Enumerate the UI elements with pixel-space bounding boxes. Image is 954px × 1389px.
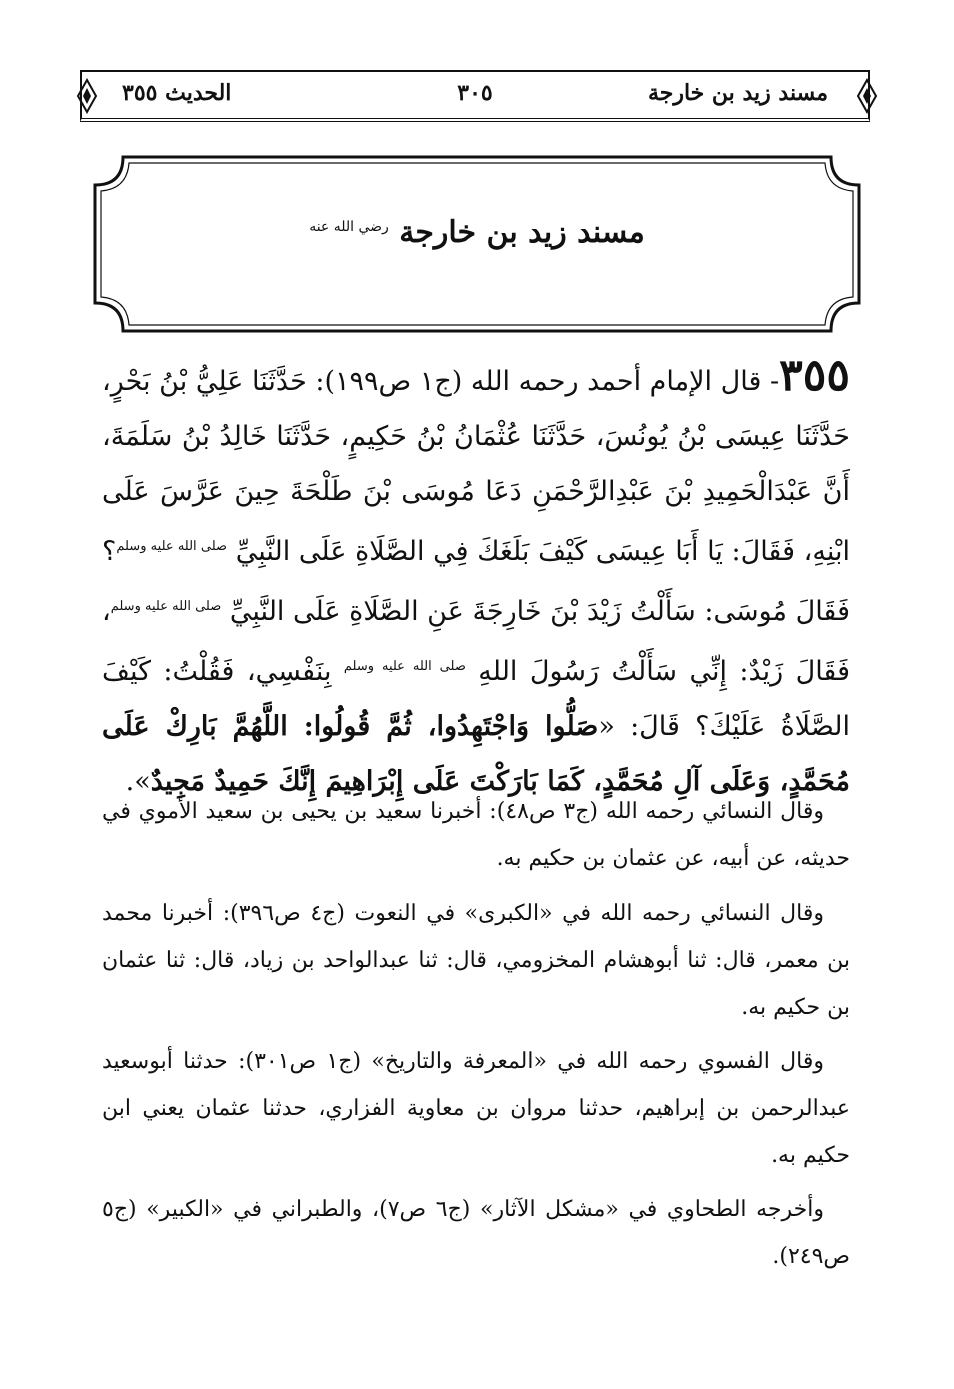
- hadith-part4: بِنَفْسِي، فَقُلْتُ: كَيْفَ الصَّلَاةُ عَلَيْكَ؟ قَالَ: «: [102, 656, 850, 742]
- takhrij-paragraph: [102, 1038, 850, 1179]
- hadith-end: ».: [125, 766, 151, 797]
- hadith-intro: - قال الإمام أحمد رحمه الله (ج١ ص١٩٩): حَدَّثَنَا عَلِيُّ بْنُ بَحْرٍ، حَدَّثَنَا عِيسَى بْنُ يُونُسَ، حَدَّثَنَا عُثْمَانُ بْنُ حَكِيمٍ، حَدَّثَنَا خَالِدُ بْنُ سَلَمَةَ، أَنَّ عَبْدَالْحَمِيدِ بْنَ عَبْدِالرَّحْمَنِ دَعَا مُوسَى بْنَ طَلْحَةَ حِينَ عَرَّسَ عَلَى ابْنِهِ، فَقَالَ: يَا أَبَا عِيسَى كَيْفَ بَلَغَكَ فِي الصَّلَاةِ عَلَى النَّبِيِّ: [102, 366, 851, 567]
- takhrij-paragraph: [102, 890, 850, 1031]
- salutation-mark: صلى الله عليه وسلم: [110, 599, 222, 614]
- section-title-frame: [93, 155, 861, 333]
- section-title-text: مسند زيد بن خارجة: [399, 215, 645, 250]
- section-title: [93, 215, 861, 250]
- header-hadith-label: الحديث ٣٥٥: [122, 80, 232, 106]
- salutation-mark: صلى الله عليه وسلم: [116, 539, 228, 554]
- header-musnad-title: مسند زيد بن خارجة: [647, 80, 828, 106]
- hadith-text: [102, 348, 850, 809]
- hadith-number: ٣٥٥: [779, 350, 850, 401]
- salutation-mark: صلى الله عليه وسلم: [343, 659, 466, 674]
- ornament-right-icon: [856, 78, 878, 114]
- takhrij-text: وقال النسائي رحمه الله في «الكبرى» في النعوت (ج٤ ص٣٩٦): أخبرنا محمد بن معمر، قال: ثنا أبوهشام المخزومي، قال: ثنا عبدالواحد بن زياد، قال: ثنا عثمان بن حكيم به.: [102, 901, 850, 1020]
- takhrij-text: وأخرجه الطحاوي في «مشكل الآثار» (ج٦ ص٧)، والطبراني في «الكبير» (ج٥ ص٢٤٩).: [102, 1197, 850, 1269]
- hadith-part3: ، فَقَالَ زَيْدٌ: إِنِّي سَأَلْتُ رَسُولَ اللهِ: [102, 596, 850, 687]
- hadith-part2: ؟ فَقَالَ مُوسَى: سَأَلْتُ زَيْدَ بْنَ خَارِجَةَ عَنِ الصَّلَاةِ عَلَى النَّبِيِّ: [102, 536, 850, 627]
- hadith-prophetic-text: صَلُّوا وَاجْتَهِدُوا، ثُمَّ قُولُوا: اللَّهُمَّ بَارِكْ عَلَى مُحَمَّدٍ، وَعَلَى آلِ مُحَمَّدٍ، كَمَا بَارَكْتَ عَلَى إِبْرَاهِيمَ إِنَّكَ حَمِيدٌ مَجِيدٌ: [102, 711, 850, 797]
- honorific-mark: رضي الله عنه: [309, 219, 389, 235]
- takhrij-paragraph: [102, 1186, 850, 1280]
- takhrij-paragraph: [102, 788, 850, 882]
- takhrij-text: وقال الفسوي رحمه الله في «المعرفة والتاريخ» (ج١ ص٣٠١): حدثنا أبوسعيد عبدالرحمن بن إبراهيم، حدثنا مروان بن معاوية الفزاري، حدثنا عثمان يعني ابن حكيم به.: [102, 1049, 850, 1168]
- running-header: [80, 70, 870, 122]
- takhrij-text: وقال النسائي رحمه الله (ج٣ ص٤٨): أخبرنا سعيد بن يحيى بن سعيد الأموي في حديثه، عن أبيه، عن عثمان بن حكيم به.: [102, 799, 850, 871]
- page-number: ٣٠٥: [457, 80, 493, 106]
- ornament-left-icon: [76, 78, 98, 114]
